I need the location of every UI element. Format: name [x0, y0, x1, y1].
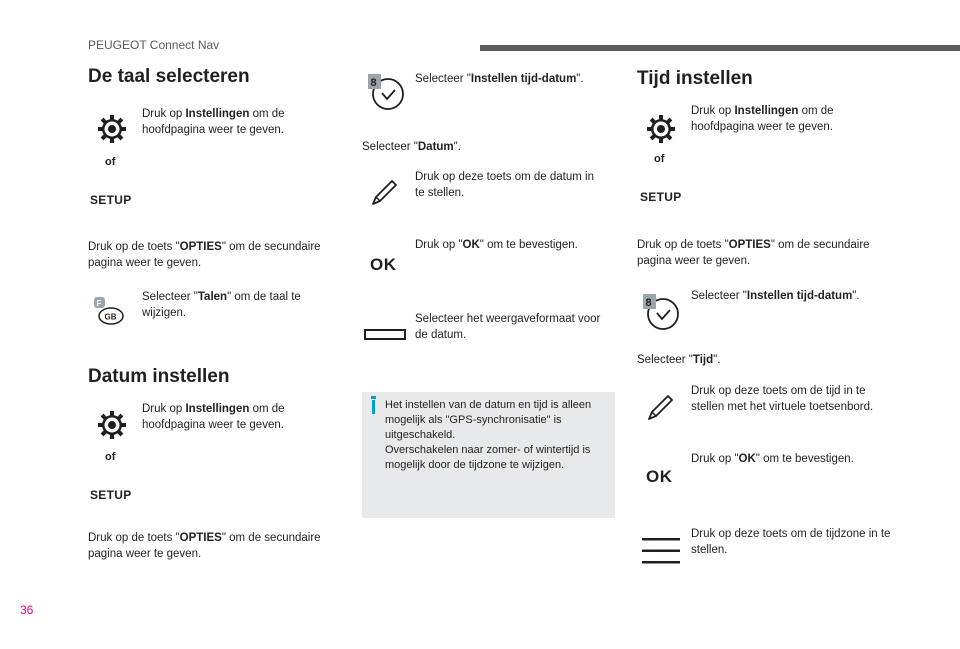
instruction-edit-date: Druk op deze toets om de datum in te stellen.: [415, 171, 594, 199]
ok-icon: OK: [646, 467, 673, 486]
instruction-languages: Selecteer "Talen" om de taal te wijzigen.: [142, 291, 301, 319]
instruction-edit-time: Druk op deze toets om de tijd in te stellen met het virtuele toetsenbord.: [691, 385, 874, 413]
section-title-date: Datum instellen: [88, 366, 230, 387]
info-icon: [372, 400, 375, 414]
or-label: of: [654, 153, 665, 165]
instruction-select-date: Selecteer "Datum".: [362, 141, 461, 153]
instruction-select-time: Selecteer "Tijd".: [637, 354, 721, 366]
running-header: PEUGEOT Connect Nav: [88, 38, 220, 52]
gear-icon: [97, 114, 127, 144]
svg-text:GB: GB: [104, 312, 117, 322]
info-icon-dot: [371, 396, 376, 399]
format-bar-icon: [364, 328, 406, 342]
or-label: of: [105, 156, 116, 168]
instruction-settings: Druk op Instellingen om de hoofdpagina weer te geven.: [691, 105, 834, 133]
pencil-icon: [644, 392, 676, 424]
instruction-options: Druk op de toets "OPTIES" om de secundaire pagina weer te geven.: [88, 241, 321, 269]
flag-fgb-icon: [92, 295, 126, 327]
gear-icon: [646, 114, 676, 144]
instruction-settings: Druk op Instellingen om de hoofdpagina weer te geven.: [142, 403, 285, 431]
or-label: of: [105, 451, 116, 463]
setup-button-label: SETUP: [90, 193, 132, 207]
svg-text:F: F: [96, 299, 102, 308]
instruction-date-format: Selecteer het weergaveformaat voor de datum.: [415, 313, 601, 341]
info-text: Het instellen van de datum en tijd is alleen mogelijk als "GPS-synchronisatie" is uitgeschakeld. Overschakelen naar zomer- of wintertijd is mogelijk door de tijdzone te wijzigen.: [385, 399, 592, 471]
instruction-select-time-date: Selecteer "Instellen tijd-datum".: [415, 73, 584, 85]
section-title-time: Tijd instellen: [637, 68, 753, 89]
svg-text:8: 8: [645, 297, 652, 309]
clock-8-icon: [366, 72, 406, 112]
header-bar: [480, 45, 960, 51]
section-title-language: De taal selecteren: [88, 66, 250, 87]
ok-icon: OK: [370, 255, 397, 274]
clock-8-icon: [641, 292, 681, 332]
instruction-settings: Druk op Instellingen om de hoofdpagina weer te geven.: [142, 108, 285, 136]
menu-lines-icon: [641, 536, 681, 566]
instruction-options: Druk op de toets "OPTIES" om de secundaire pagina weer te geven.: [637, 239, 870, 267]
setup-button-label: SETUP: [640, 190, 682, 204]
instruction-timezone: Druk op deze toets om de tijdzone in te stellen.: [691, 528, 891, 556]
pencil-icon: [368, 177, 400, 209]
setup-button-label: SETUP: [90, 488, 132, 502]
instruction-select-time-date: Selecteer "Instellen tijd-datum".: [691, 290, 860, 302]
instruction-ok: Druk op "OK" om te bevestigen.: [415, 239, 578, 251]
page-number: 36: [20, 603, 34, 617]
instruction-ok: Druk op "OK" om te bevestigen.: [691, 453, 854, 465]
instruction-options: Druk op de toets "OPTIES" om de secundaire pagina weer te geven.: [88, 532, 321, 560]
gear-icon: [97, 410, 127, 440]
svg-text:8: 8: [370, 77, 377, 89]
